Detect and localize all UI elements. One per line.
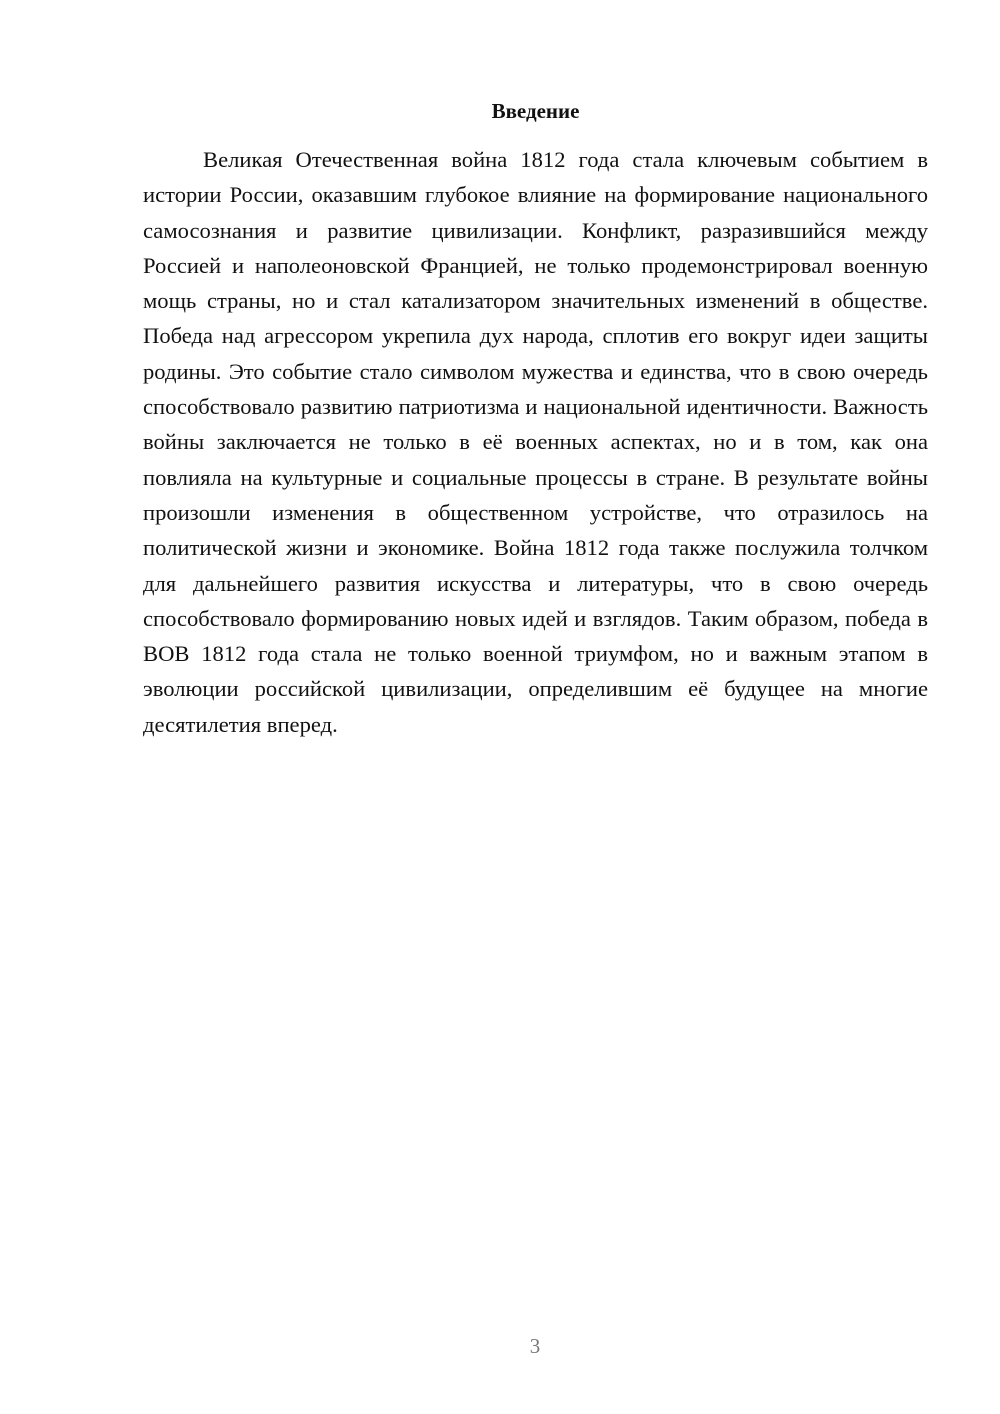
section-heading: Введение <box>491 99 580 123</box>
body-paragraph: Великая Отечественная война 1812 года стала ключевым событием в истории России, оказавшим глубокое влияние на формирование национального самосознания и развитие цивилизации. Конфликт, разразившийся между Россией и наполеоновской Францией, не только продемонстрировал военную мощь страны, но и стал катализатором значительных изменений в обществе. Победа над агрессором укрепила дух народа, сплотив его вокруг идеи защиты родины. Это событие стало символом мужества и единства, что в свою очередь способствовало развитию патриотизма и национальной идентичности. Важность войны заключается не только в её военных аспектах, но и в том, как она повлияла на культурные и социальные процессы в стране. В результате войны произошли изменения в общественном устройстве, что отразилось на политической жизни и экономике. Война 1812 года также послужила толчком для дальнейшего развития искусства и литературы, что в свою очередь способствовало формированию новых идей и взглядов. Таким образом, победа в ВОВ 1812 года стала не только военной триумфом, но и важным этапом в эволюции российской цивилизации, определившим её будущее на многие десятилетия вперед. <box>143 147 928 737</box>
page-number: 3 <box>529 1334 541 1358</box>
